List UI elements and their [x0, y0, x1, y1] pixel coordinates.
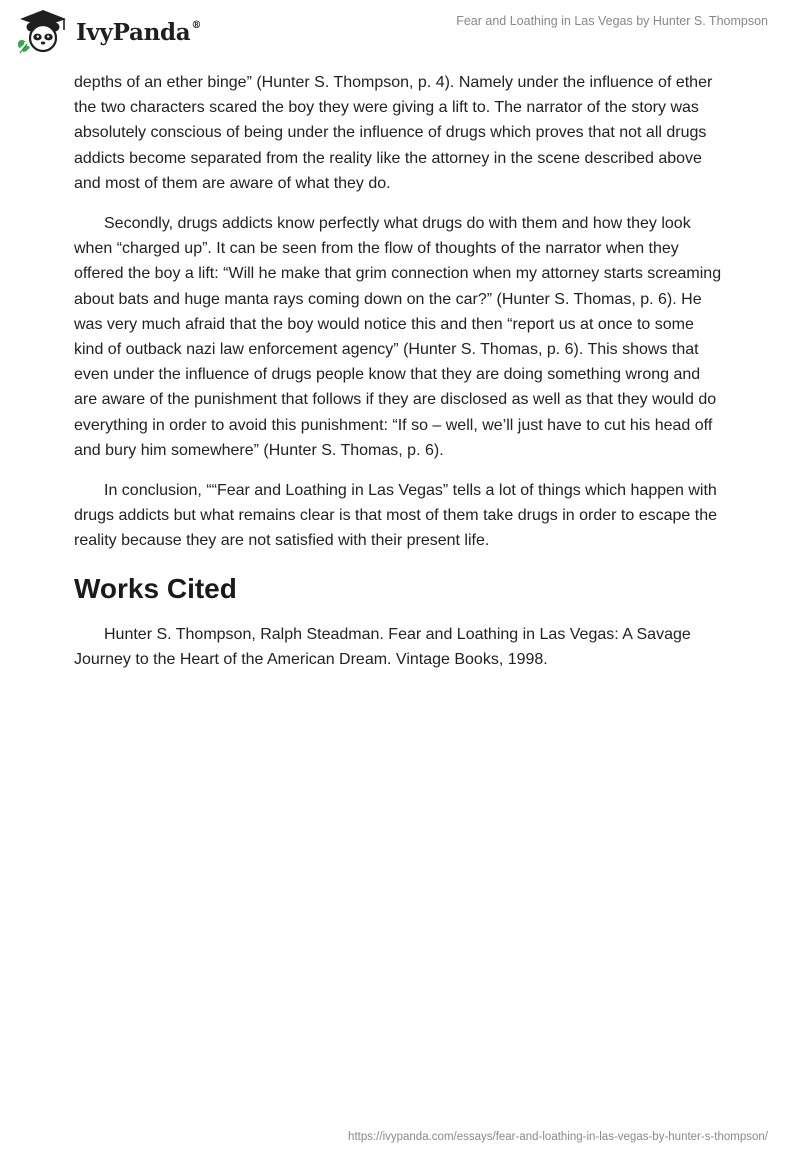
brand-logo[interactable]	[14, 8, 201, 54]
panda-graduate-icon	[14, 8, 72, 54]
source-url-link[interactable]: https://ivypanda.com/essays/fear-and-loathing-in-las-vegas-by-hunter-s-thompson/	[348, 1131, 768, 1143]
page-header	[0, 0, 800, 64]
document-title: Fear and Loathing in Las Vegas by Hunter S. Thompson	[456, 14, 768, 28]
registered-mark: ®	[191, 19, 202, 31]
paragraph-conclusion: In conclusion, ““Fear and Loathing in Las Vegas” tells a lot of things which happen with drugs addicts but what remains clear is that most of them take drugs in order to escape the reality because they are not satisfied with their present life.	[74, 482, 717, 550]
brand-name: IvyPanda®	[76, 18, 202, 46]
citation-entry: Hunter S. Thompson, Ralph Steadman. Fear and Loathing in Las Vegas: A Savage Journey to the Heart of the American Dream. Vintage Books, 1998.	[74, 625, 691, 668]
works-cited-heading: Works Cited	[74, 572, 237, 604]
essay-content	[74, 70, 724, 687]
paragraph-secondly: Secondly, drugs addicts know perfectly what drugs do with them and how they look when “charged up”. It can be seen from the flow of thoughts of the narrator when they offered the boy a lift: “Will he make that grim connection when my attorney starts screaming about bats and huge manta rays coming down on the car?” (Hunter S. Thomas, p. 6). He was very much afraid that the boy would notice this and then “report us at once to some kind of outback nazi law enforcement agency” (Hunter S. Thomas, p. 6). This shows that even under the influence of drugs people know that they are doing something wrong and are aware of the punishment that follows if they are disclosed as well as that they would do everything in order to avoid this punishment: “If so – well, we’ll just have to cut his head off and bury him somewhere” (Hunter S. Thomas, p. 6).	[74, 215, 722, 459]
paragraph-continuation: depths of an ether binge” (Hunter S. Thompson, p. 4). Namely under the influence of ether the two characters scared the boy they were giving a lift to. The narrator of the story was absolutely conscious of being under the influence of drugs which proves that not all drugs addicts become separated from the reality like the attorney in the scene described above and most of them are aware of what they do.	[74, 74, 713, 192]
